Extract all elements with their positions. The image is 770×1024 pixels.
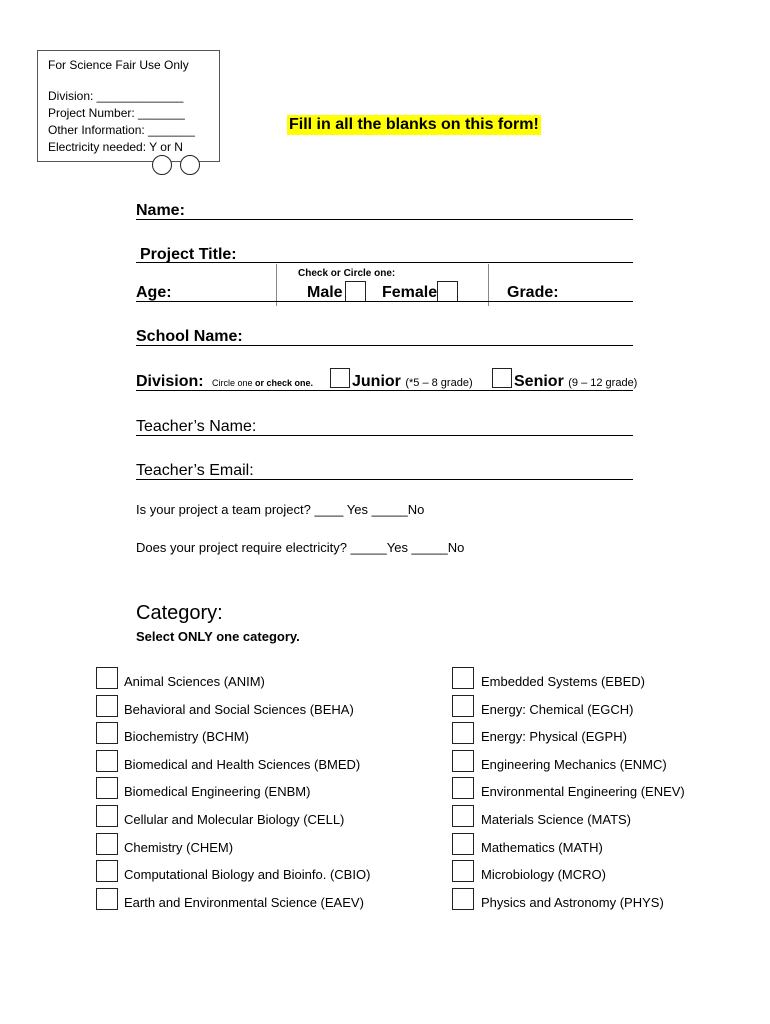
teacher-name-label: Teacher’s Name:: [136, 418, 257, 435]
category-checkbox[interactable]: [452, 722, 474, 744]
category-checkbox[interactable]: [96, 805, 118, 827]
category-option-label: Microbiology (MCRO): [481, 867, 606, 883]
category-option-label: Biochemistry (BCHM): [124, 729, 249, 745]
fill-blanks-notice: Fill in all the blanks on this form!: [289, 116, 539, 133]
check-circle-hint: Check or Circle one:: [298, 268, 396, 279]
office-other-info-field: Other Information: _______: [48, 123, 195, 137]
category-checkbox[interactable]: [96, 777, 118, 799]
teacher-name-input-line[interactable]: [136, 435, 633, 436]
division-line: [136, 390, 633, 391]
male-label: Male: [307, 284, 343, 301]
electricity-y-circle[interactable]: [152, 155, 172, 175]
category-option-label: Biomedical Engineering (ENBM): [124, 784, 311, 800]
category-checkbox[interactable]: [96, 695, 118, 717]
category-option-label: Chemistry (CHEM): [124, 839, 234, 855]
category-option-label: Energy: Physical (EGPH): [481, 729, 627, 745]
category-option-label: Engineering Mechanics (ENMC): [481, 756, 667, 772]
age-divider: [276, 264, 277, 306]
category-checkbox[interactable]: [452, 805, 474, 827]
senior-label: Senior: [514, 373, 564, 390]
category-checkbox[interactable]: [452, 750, 474, 772]
junior-grade-range: (*5 – 8 grade): [405, 377, 473, 389]
category-option-label: Energy: Chemical (EGCH): [481, 701, 634, 717]
category-checkbox[interactable]: [96, 722, 118, 744]
school-name-label: School Name:: [136, 328, 243, 345]
category-option-label: Cellular and Molecular Biology (CELL): [124, 812, 345, 827]
category-option-label: Materials Science (MATS): [481, 812, 632, 827]
name-label: Name:: [136, 202, 185, 219]
category-checkbox[interactable]: [96, 750, 118, 772]
division-label: Division:: [136, 373, 204, 390]
grade-divider: [488, 264, 489, 306]
electricity-n-circle[interactable]: [180, 155, 200, 175]
female-label: Female: [382, 284, 438, 301]
category-option-label: Computational Biology and Bioinfo. (CBIO): [124, 867, 371, 883]
category-checkbox[interactable]: [96, 833, 118, 855]
office-division-field: Division: _____________: [48, 89, 184, 103]
female-checkbox[interactable]: [437, 281, 458, 302]
category-checkbox[interactable]: [452, 695, 474, 717]
school-name-input-line[interactable]: [136, 345, 633, 346]
senior-grade-range: (9 – 12 grade): [568, 377, 638, 389]
project-title-label: Project Title:: [140, 246, 237, 263]
junior-checkbox[interactable]: [330, 368, 350, 388]
project-title-input-line[interactable]: [136, 262, 633, 263]
category-option-label: Physics and Astronomy (PHYS): [481, 894, 664, 910]
category-option-label: Environmental Engineering (ENEV): [481, 784, 685, 800]
team-project-question[interactable]: Is your project a team project? ____ Yes _____No: [136, 502, 425, 517]
office-use-title: For Science Fair Use Only: [48, 58, 189, 72]
grade-label: Grade:: [507, 284, 559, 301]
office-use-box: [37, 50, 220, 162]
category-checkbox[interactable]: [452, 667, 474, 689]
age-grade-input-line[interactable]: [136, 301, 633, 302]
male-checkbox[interactable]: [345, 281, 366, 302]
category-checkbox[interactable]: [452, 833, 474, 855]
name-input-line[interactable]: [136, 219, 633, 220]
electricity-question[interactable]: Does your project require electricity? _____Yes _____No: [136, 540, 465, 555]
age-label: Age:: [136, 284, 172, 301]
teacher-email-label: Teacher’s Email:: [136, 462, 254, 479]
teacher-email-input-line[interactable]: [136, 479, 633, 480]
junior-option: [352, 373, 473, 391]
junior-label: Junior: [352, 373, 401, 390]
category-option-label: Earth and Environmental Science (EAEV): [124, 894, 364, 910]
category-checkbox[interactable]: [452, 777, 474, 799]
office-electricity-field: Electricity needed: Y or N: [48, 140, 183, 154]
category-option-label: Behavioral and Social Sciences (BEHA): [124, 701, 354, 717]
category-checkbox[interactable]: [452, 888, 474, 910]
category-checkbox[interactable]: [96, 860, 118, 882]
category-checkbox[interactable]: [96, 667, 118, 689]
division-hint: Circle one or check one.: [212, 378, 314, 388]
category-instruction: Select ONLY one category.: [136, 629, 300, 644]
senior-option: [514, 373, 637, 391]
category-checkbox[interactable]: [452, 860, 474, 882]
category-option-label: Mathematics (MATH): [481, 839, 603, 855]
category-heading: Category:: [136, 602, 223, 624]
category-option-label: Animal Sciences (ANIM): [124, 674, 265, 689]
category-option-label: Biomedical and Health Sciences (BMED): [124, 756, 361, 772]
senior-checkbox[interactable]: [492, 368, 512, 388]
category-option-label: Embedded Systems (EBED): [481, 674, 646, 689]
category-checkbox[interactable]: [96, 888, 118, 910]
office-project-number-field: Project Number: _______: [48, 106, 185, 120]
